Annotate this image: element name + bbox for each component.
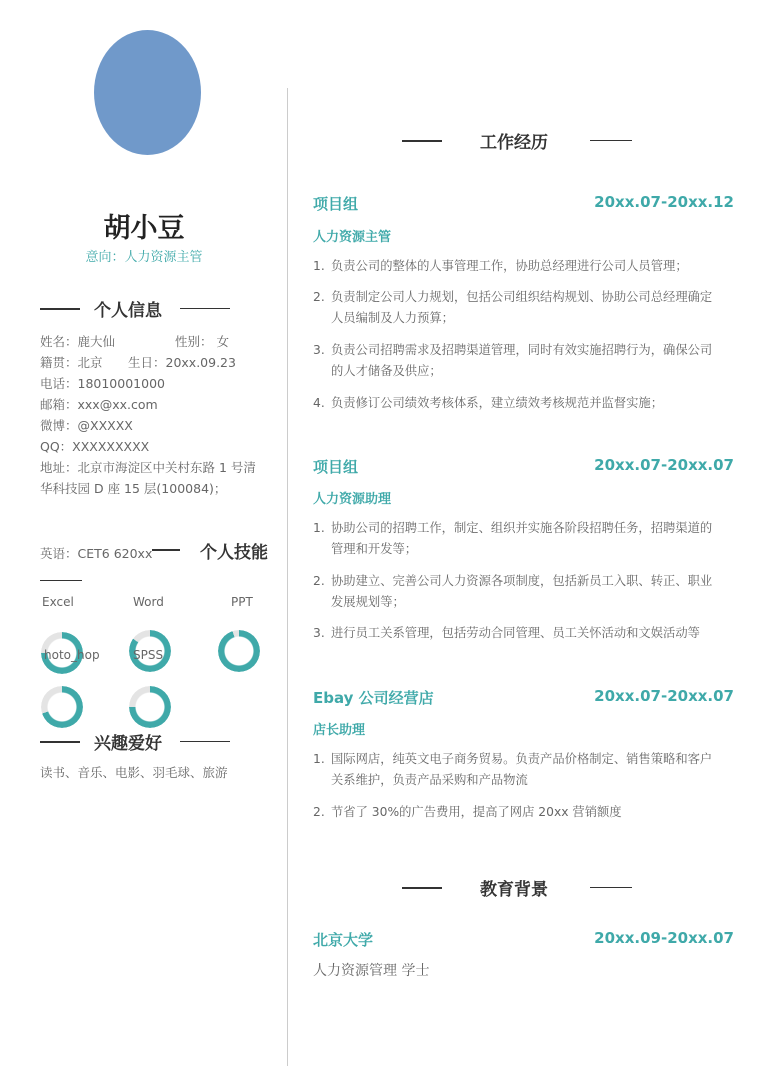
info-email: 邮箱：xxx@xx.com (40, 397, 158, 412)
job-duty (313, 256, 723, 277)
duty-number: 1. (313, 521, 325, 535)
divider-line (402, 140, 442, 142)
divider-line (40, 308, 80, 310)
duty-text: 负责公司的整体的人事管理工作，协助总经理进行公司人员管理； (331, 259, 688, 273)
section-hobbies (40, 729, 230, 754)
job-period: 20xx.07-20xx.12 (594, 193, 734, 211)
divider-line (180, 308, 230, 309)
job-period: 20xx.07-20xx.07 (594, 456, 734, 474)
duty-number: 2. (313, 290, 325, 304)
info-qq: QQ：XXXXXXXXX (40, 439, 150, 454)
job-duty (313, 393, 723, 414)
section-title: 教育背景 (480, 880, 548, 900)
info-address-line1: 地址：北京市海淀区中关村东路 1 号清 (40, 460, 256, 475)
job-role: 人力资源主管 (313, 230, 392, 245)
skill-label-excel: Excel (42, 595, 74, 609)
skill-ring-ppt (218, 630, 260, 672)
duty-text: 负责公司招聘需求及招聘渠道管理，同时有效实施招聘行为，确保公司的人才储备及供应； (331, 343, 713, 378)
info-birthday: 生日：20xx.09.23 (128, 355, 236, 370)
divider-line (590, 887, 632, 888)
avatar (94, 30, 201, 155)
skill-label-photoshop: hoto_hop (44, 648, 100, 662)
education-degree: 人力资源管理 学士 (313, 963, 430, 979)
divider-line (40, 580, 82, 581)
skill-ring-photoshop (41, 686, 83, 728)
section-title: 个人信息 (94, 301, 162, 321)
duty-text: 进行员工关系管理，包括劳动合同管理、员工关怀活动和文娱活动等 (331, 626, 700, 640)
info-name: 姓名：鹿大仙 (40, 334, 116, 349)
duty-text: 节省了 30%的广告费用，提高了网店 20xx 营销额度 (331, 805, 622, 819)
section-title-skills: 个人技能 (200, 543, 268, 563)
duty-number: 4. (313, 396, 325, 410)
job-duty (313, 340, 723, 382)
job-duty (313, 749, 723, 791)
skill-ring-spss (129, 686, 171, 728)
duty-number: 2. (313, 805, 325, 819)
job-intent: 意向：人力资源主管 (85, 250, 203, 265)
duty-number: 3. (313, 343, 325, 357)
job-company: Ebay 公司经营店 (313, 689, 434, 707)
duty-number: 2. (313, 574, 325, 588)
skill-english: 英语：CET6 620xx (40, 546, 153, 561)
duty-text: 负责制定公司人力规划，包括公司组织结构规划、协助公司总经理确定人员编制及人力预算； (331, 290, 713, 325)
duty-text: 协助建立、完善公司人力资源各项制度，包括新员工入职、转正、职业发展规划等； (331, 574, 713, 609)
divider-line (152, 549, 180, 551)
section-work (402, 128, 638, 153)
candidate-name: 胡小豆 (103, 213, 185, 244)
duty-text: 协助公司的招聘工作，制定、组织并实施各阶段招聘任务，招聘渠道的管理和开发等； (331, 521, 713, 556)
column-divider (287, 88, 288, 1066)
duty-number: 1. (313, 752, 325, 766)
job-company: 项目组 (313, 458, 359, 476)
duty-number: 3. (313, 626, 325, 640)
divider-line (40, 741, 80, 743)
section-personal-info (40, 296, 230, 321)
section-title: 兴趣爱好 (94, 734, 162, 754)
section-title: 工作经历 (480, 133, 548, 153)
info-hometown: 籍贯：北京 (40, 355, 103, 370)
duty-number: 1. (313, 259, 325, 273)
job-role: 人力资源助理 (313, 492, 392, 507)
duty-text: 负责修订公司绩效考核体系，建立绩效考核规范并监督实施； (331, 396, 664, 410)
job-duty (313, 571, 723, 613)
job-duty (313, 518, 723, 560)
job-duty (313, 623, 723, 644)
education-school: 北京大学 (313, 931, 374, 949)
skill-label-spss: SPSS (133, 648, 164, 662)
job-role: 店长助理 (313, 723, 366, 738)
section-education (402, 875, 638, 900)
info-phone: 电话：18010001000 (40, 376, 165, 391)
job-duty (313, 802, 723, 823)
job-company: 项目组 (313, 195, 359, 213)
info-address-line2: 华科技园 D 座 15 层(100084)； (40, 481, 227, 496)
job-period: 20xx.07-20xx.07 (594, 687, 734, 705)
divider-line (402, 887, 442, 889)
hobbies-list: 读书、音乐、电影、羽毛球、旅游 (40, 765, 228, 780)
divider-line (590, 140, 632, 141)
skill-label-word: Word (133, 595, 164, 609)
info-weibo: 微博：@XXXXX (40, 418, 133, 433)
education-period: 20xx.09-20xx.07 (594, 929, 734, 947)
job-duty (313, 287, 723, 329)
divider-line (180, 741, 230, 742)
skill-label-ppt: PPT (231, 595, 253, 609)
info-gender: 性别： 女 (175, 334, 229, 349)
duty-text: 国际网店，纯英文电子商务贸易。负责产品价格制定、销售策略和客户关系维护，负责产品采购和产品物流 (331, 752, 713, 787)
